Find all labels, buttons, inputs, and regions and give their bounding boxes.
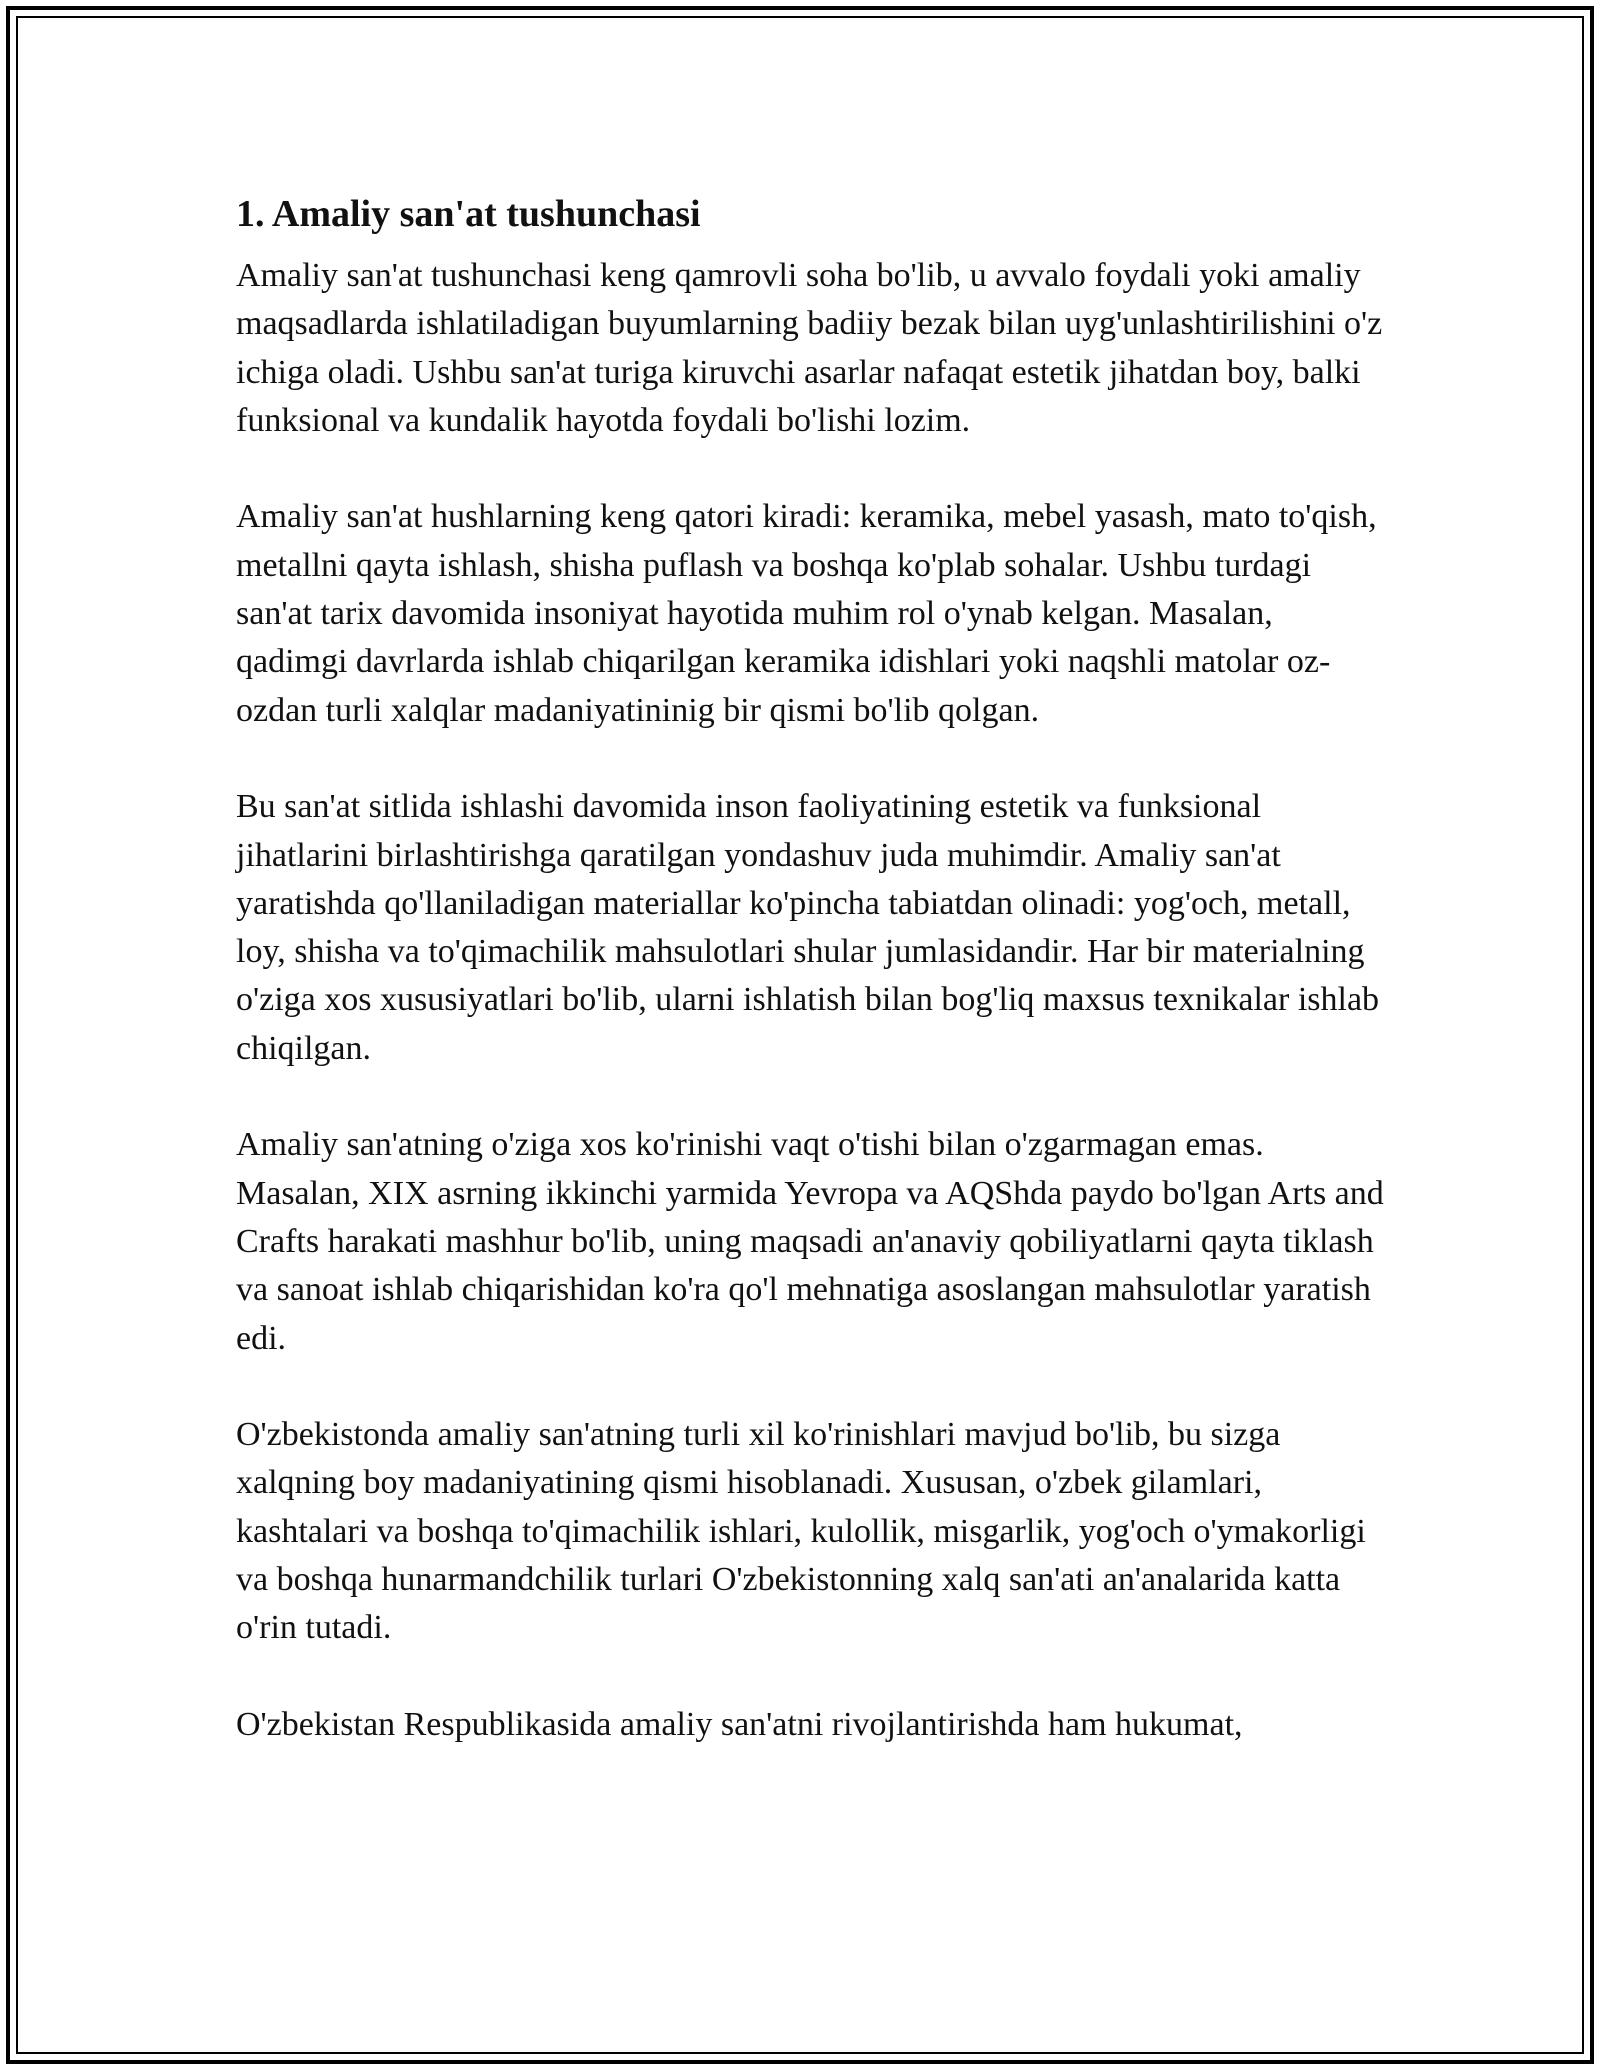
paragraph: Amaliy san'atning o'ziga xos ko'rinishi vaqt o'tishi bilan o'zgarmagan emas. Masalan, XIX asrning ikkinchi yarmida Yevropa va AQShda paydo bo'lgan Arts and Crafts harakati mashhur bo'lib, uning maqsadi an'anaviy qobiliyatlarni qayta tiklash va sanoat ishlab chiqarishidan ko'ra qo'l mehnatiga asoslangan mahsulotlar yaratish edi. xyxy=(236,1126,1384,1357)
paragraph: Bu san'at sitlida ishlashi davomida inson faoliyatining estetik va funksional jihatlarini birlashtirishga qaratilgan yondashuv juda muhimdir. Amaliy san'at yaratishda qo'llaniladigan materiallar ko'pincha tabiatdan olinadi: yog'och, metall, loy, shisha va to'qimachilik mahsulotlari shular jumlasidandir. Har bir materialning o'ziga xos xususiyatlari bo'lib, ularni ishlatish bilan bog'liq maxsus texnikalar ishlab chiqilgan. xyxy=(236,788,1380,1067)
section-heading: 1. Amaliy san'at tushunchasi xyxy=(236,193,701,235)
paragraph: O'zbekistonda amaliy san'atning turli xil ko'rinishlari mavjud bo'lib, bu sizga xalqning boy madaniyatining qismi hisoblanadi. Xususan, o'zbek gilamlari, kashtalari va boshqa to'qimachilik ishlari, kulollik, misgarlik, yog'och o'ymakorligi va boshqa hunarmandchilik turlari O'zbekistonning xalq san'ati an'analarida katta o'rin tutadi. xyxy=(236,1416,1366,1647)
document-body xyxy=(236,186,1386,1798)
paragraph: Amaliy san'at tushunchasi keng qamrovli soha bo'lib, u avvalo foydali yoki amaliy maqsadlarda ishlatiladigan buyumlarning badiiy bezak bilan uyg'unlashtirilishini o'z ichiga oladi. Ushbu san'at turiga kiruvchi asarlar nafaqat estetik jihatdan boy, balki funksional va kundalik hayotda foydali bo'lishi lozim. xyxy=(236,257,1383,439)
paragraph: Amaliy san'at hushlarning keng qatori kiradi: keramika, mebel yasash, mato to'qish, metallni qayta ishlash, shisha puflash va boshqa ko'plab sohalar. Ushbu turdagi san'at tarix davomida insoniyat hayotida muhim rol o'ynab kelgan. Masalan, qadimgi davrlarda ishlab chiqarilgan keramika idishlari yoki naqshli matolar oz-ozdan turli xalqlar madaniyatininig bir qismi bo'lib qolgan. xyxy=(236,498,1377,729)
paragraph: O'zbekistan Respublikasida amaliy san'atni rivojlantirishda ham hukumat, xyxy=(236,1705,1243,1743)
